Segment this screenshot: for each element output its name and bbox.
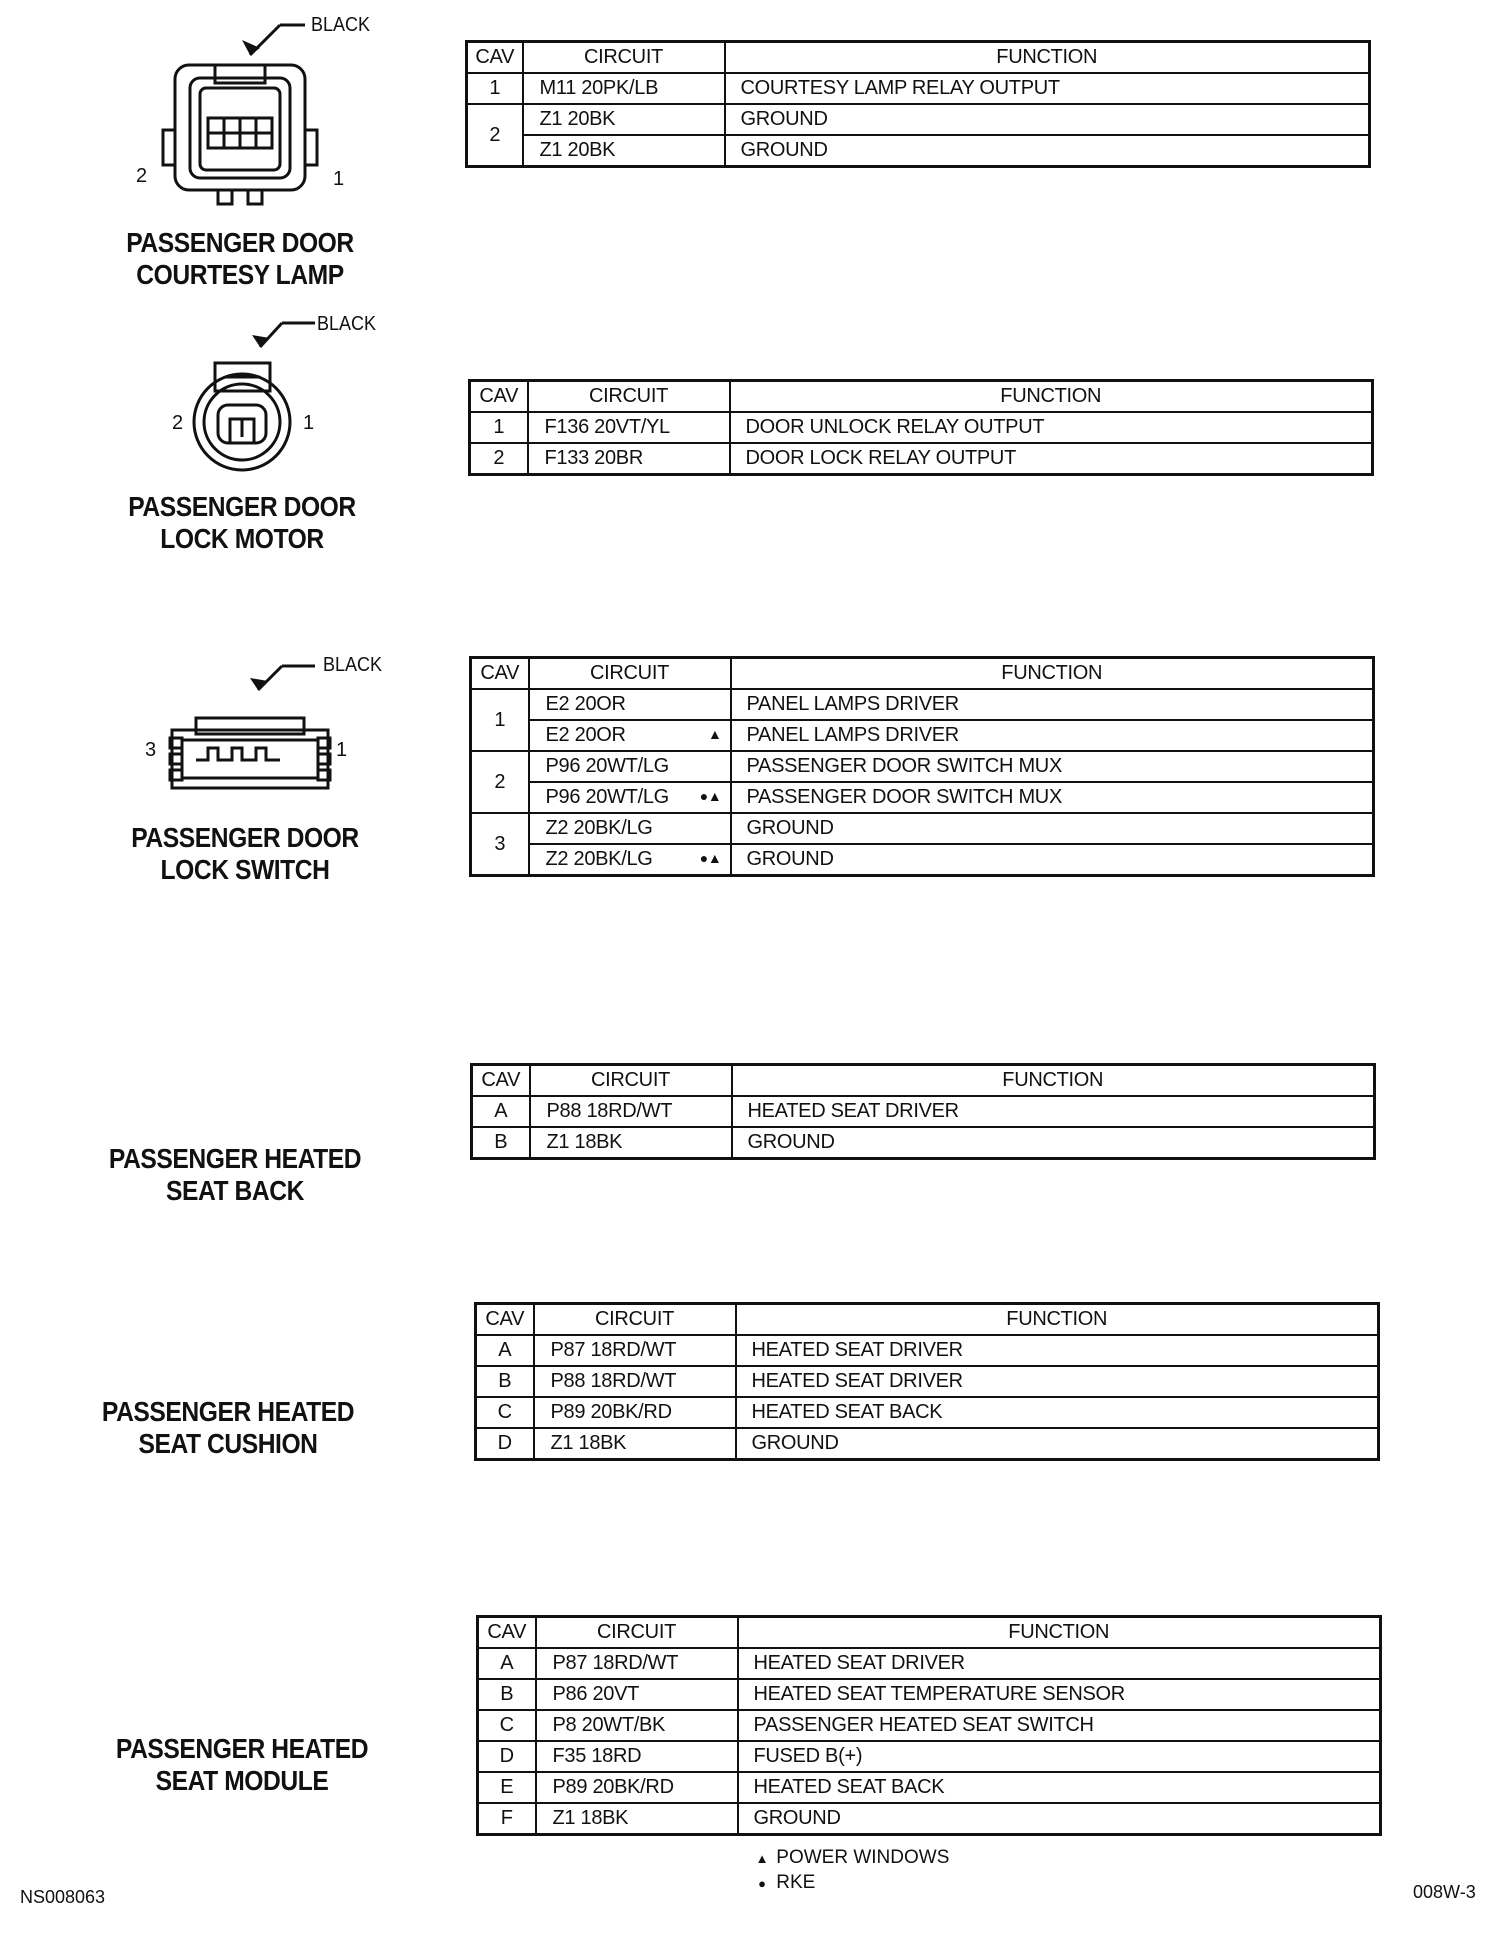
table-row: [467, 73, 1370, 104]
pin-label-right: 1: [336, 739, 348, 761]
function-cell: GROUND: [731, 844, 1374, 876]
connector-title: PASSENGER HEATED SEAT MODULE: [115, 1733, 369, 1796]
col-function: FUNCTION: [730, 381, 1373, 413]
table-row: [478, 1803, 1381, 1835]
table-row: [476, 1366, 1379, 1397]
cav-cell: B: [476, 1366, 534, 1397]
col-circuit: CIRCUIT: [523, 42, 725, 74]
circuit-cell: E2 20OR: [529, 689, 731, 720]
function-cell: HEATED SEAT BACK: [738, 1772, 1381, 1803]
circuit-cell: Z2 20BK/LG: [529, 813, 731, 844]
cav-cell: 1: [470, 412, 528, 443]
col-cav: CAV: [467, 42, 523, 74]
col-circuit: CIRCUIT: [529, 658, 731, 690]
lock-motor-connector-drawing: [170, 305, 340, 475]
cav-cell: C: [476, 1397, 534, 1428]
pin-table-lock-switch: [469, 656, 1375, 877]
table-row: [471, 720, 1374, 751]
circuit-cell: Z1 18BK: [530, 1127, 732, 1159]
cav-cell: A: [478, 1648, 536, 1679]
circuit-cell: Z1 18BK: [536, 1803, 738, 1835]
function-cell: GROUND: [736, 1428, 1379, 1460]
col-cav: CAV: [476, 1304, 534, 1336]
table-header: [472, 1065, 1375, 1097]
lock-switch-connector-drawing: [160, 648, 340, 798]
circuit-cell: Z2 20BK/LG ●▲: [529, 844, 731, 876]
cav-cell: D: [476, 1428, 534, 1460]
table-row: [467, 104, 1370, 135]
circuit-cell: P87 18RD/WT: [536, 1648, 738, 1679]
table-row: [471, 751, 1374, 782]
col-function: FUNCTION: [725, 42, 1370, 74]
circuit-cell: P88 18RD/WT: [534, 1366, 736, 1397]
table-row: [478, 1648, 1381, 1679]
function-cell: HEATED SEAT DRIVER: [736, 1335, 1379, 1366]
col-circuit: CIRCUIT: [536, 1617, 738, 1649]
cav-cell: 2: [467, 104, 523, 167]
function-cell: PASSENGER DOOR SWITCH MUX: [731, 751, 1374, 782]
function-cell: GROUND: [731, 813, 1374, 844]
connector-title: PASSENGER DOOR COURTESY LAMP: [126, 227, 354, 290]
connector-color-label: BLACK: [317, 313, 377, 335]
cav-cell: A: [476, 1335, 534, 1366]
table-header: [467, 42, 1370, 74]
col-function: FUNCTION: [738, 1617, 1381, 1649]
function-cell: DOOR UNLOCK RELAY OUTPUT: [730, 412, 1373, 443]
function-cell: HEATED SEAT BACK: [736, 1397, 1379, 1428]
table-row: [467, 135, 1370, 167]
cav-cell: C: [478, 1710, 536, 1741]
figure-code-left: NS008063: [20, 1887, 106, 1907]
table-row: [470, 412, 1373, 443]
table-row: [471, 813, 1374, 844]
table-header: [476, 1304, 1379, 1336]
cav-cell: 2: [470, 443, 528, 475]
function-cell: GROUND: [725, 135, 1370, 167]
circuit-cell: Z1 20BK: [523, 104, 725, 135]
cav-cell: 2: [471, 751, 529, 813]
circuit-cell: Z1 20BK: [523, 135, 725, 167]
cav-cell: E: [478, 1772, 536, 1803]
cav-cell: B: [472, 1127, 530, 1159]
circuit-cell: P96 20WT/LG ●▲: [529, 782, 731, 813]
connector-title: PASSENGER DOOR LOCK MOTOR: [128, 491, 356, 554]
circuit-cell: E2 20OR ▲: [529, 720, 731, 751]
cav-cell: B: [478, 1679, 536, 1710]
table-row: [472, 1096, 1375, 1127]
circuit-cell: F133 20BR: [528, 443, 730, 475]
function-cell: PASSENGER DOOR SWITCH MUX: [731, 782, 1374, 813]
circuit-cell: Z1 18BK: [534, 1428, 736, 1460]
triangle-icon: ▲: [755, 1851, 769, 1866]
option-symbol: ●▲: [699, 788, 722, 804]
table-row: [476, 1397, 1379, 1428]
col-cav: CAV: [470, 381, 528, 413]
pin-table-heated-seat-back: [470, 1063, 1376, 1160]
circuit-cell: F35 18RD: [536, 1741, 738, 1772]
pin-label-right: 1: [303, 412, 315, 434]
circuit-cell: P89 20BK/RD: [536, 1772, 738, 1803]
figure-code-right: 008W-3: [1413, 1882, 1476, 1902]
col-circuit: CIRCUIT: [528, 381, 730, 413]
circuit-cell: M11 20PK/LB: [523, 73, 725, 104]
legend-item-power-windows: ▲ POWER WINDOWS: [753, 1847, 949, 1869]
connector-color-label: BLACK: [323, 654, 383, 676]
table-row: [478, 1772, 1381, 1803]
courtesy-lamp-connector-drawing: [140, 10, 360, 230]
function-cell: GROUND: [732, 1127, 1375, 1159]
function-cell: PANEL LAMPS DRIVER: [731, 720, 1374, 751]
connector-title: PASSENGER DOOR LOCK SWITCH: [131, 822, 359, 885]
circuit-cell: F136 20VT/YL: [528, 412, 730, 443]
pin-table-heated-seat-module: [476, 1615, 1382, 1836]
circuit-cell: P89 20BK/RD: [534, 1397, 736, 1428]
table-row: [476, 1428, 1379, 1460]
connector-title: PASSENGER HEATED SEAT CUSHION: [101, 1396, 355, 1459]
pin-table-heated-seat-cushion: [474, 1302, 1380, 1461]
function-cell: HEATED SEAT TEMPERATURE SENSOR: [738, 1679, 1381, 1710]
function-cell: HEATED SEAT DRIVER: [738, 1648, 1381, 1679]
function-cell: PASSENGER HEATED SEAT SWITCH: [738, 1710, 1381, 1741]
col-function: FUNCTION: [731, 658, 1374, 690]
legend-item-rke: ● RKE: [753, 1872, 815, 1894]
option-symbol: ▲: [707, 726, 722, 742]
col-cav: CAV: [478, 1617, 536, 1649]
col-circuit: CIRCUIT: [534, 1304, 736, 1336]
cav-cell: 1: [471, 689, 529, 751]
table-row: [470, 443, 1373, 475]
connector-title: PASSENGER HEATED SEAT BACK: [108, 1143, 362, 1206]
function-cell: GROUND: [725, 104, 1370, 135]
pin-label-left: 2: [172, 412, 184, 434]
pin-table-lock-motor: [468, 379, 1374, 476]
function-cell: GROUND: [738, 1803, 1381, 1835]
function-cell: DOOR LOCK RELAY OUTPUT: [730, 443, 1373, 475]
table-row: [478, 1741, 1381, 1772]
connector-color-label: BLACK: [311, 14, 371, 36]
cav-cell: D: [478, 1741, 536, 1772]
col-cav: CAV: [471, 658, 529, 690]
pin-label-right: 1: [333, 168, 345, 190]
cav-cell: 1: [467, 73, 523, 104]
circuit-cell: P88 18RD/WT: [530, 1096, 732, 1127]
circuit-cell: P86 20VT: [536, 1679, 738, 1710]
cav-cell: A: [472, 1096, 530, 1127]
col-circuit: CIRCUIT: [530, 1065, 732, 1097]
table-row: [471, 689, 1374, 720]
pin-label-left: 2: [136, 165, 148, 187]
circuit-cell: P8 20WT/BK: [536, 1710, 738, 1741]
table-row: [476, 1335, 1379, 1366]
cav-cell: F: [478, 1803, 536, 1835]
pin-table-courtesy-lamp: [465, 40, 1371, 168]
table-row: [471, 844, 1374, 876]
table-row: [478, 1710, 1381, 1741]
dot-icon: ●: [758, 1876, 766, 1891]
table-header: [470, 381, 1373, 413]
function-cell: HEATED SEAT DRIVER: [736, 1366, 1379, 1397]
option-symbol: ●▲: [699, 850, 722, 866]
table-header: [478, 1617, 1381, 1649]
function-cell: COURTESY LAMP RELAY OUTPUT: [725, 73, 1370, 104]
table-header: [471, 658, 1374, 690]
circuit-cell: P96 20WT/LG: [529, 751, 731, 782]
function-cell: FUSED B(+): [738, 1741, 1381, 1772]
col-cav: CAV: [472, 1065, 530, 1097]
circuit-cell: P87 18RD/WT: [534, 1335, 736, 1366]
cav-cell: 3: [471, 813, 529, 876]
function-cell: HEATED SEAT DRIVER: [732, 1096, 1375, 1127]
col-function: FUNCTION: [732, 1065, 1375, 1097]
table-row: [472, 1127, 1375, 1159]
table-row: [478, 1679, 1381, 1710]
col-function: FUNCTION: [736, 1304, 1379, 1336]
function-cell: PANEL LAMPS DRIVER: [731, 689, 1374, 720]
table-row: [471, 782, 1374, 813]
pin-label-left: 3: [145, 739, 157, 761]
